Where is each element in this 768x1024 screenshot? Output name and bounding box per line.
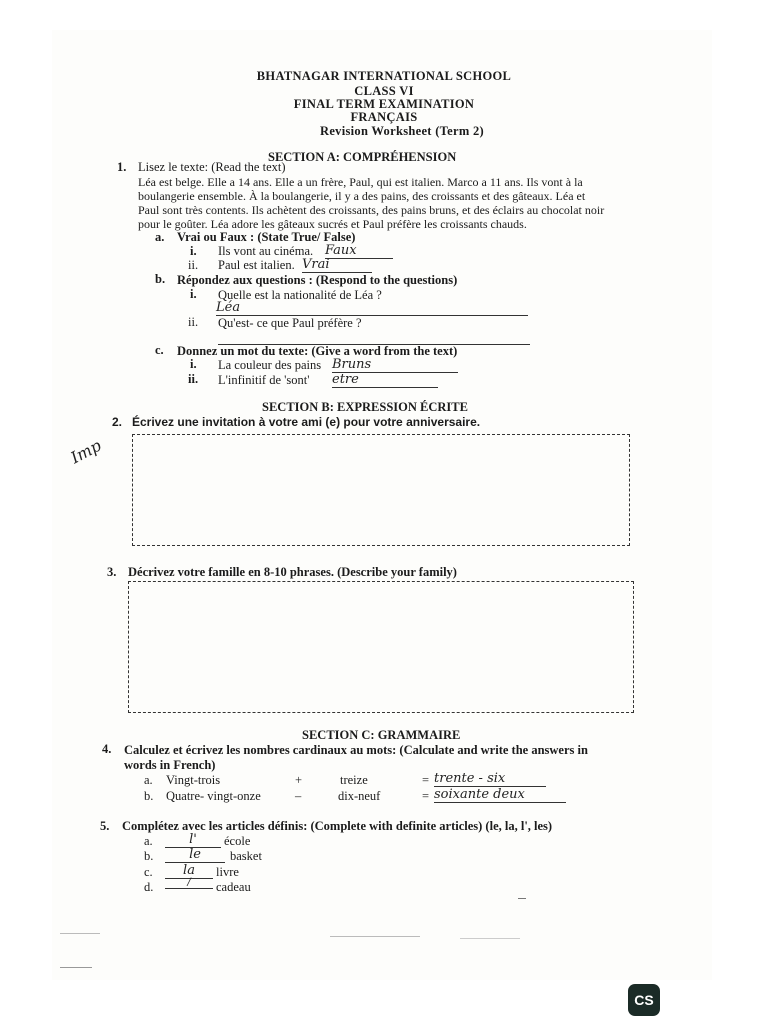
handwritten-answer: / — [165, 877, 213, 889]
row-label: a. — [144, 773, 153, 787]
item-text: Quelle est la nationalité de Léa ? — [218, 288, 382, 302]
handwritten-answer: Léa — [216, 300, 528, 316]
handwritten-answer: la — [165, 863, 213, 879]
section-c-title: SECTION C: GRAMMAIRE — [302, 728, 461, 742]
scan-mark — [60, 933, 100, 934]
item-number: i. — [190, 357, 197, 371]
q1-prompt: Lisez le texte: (Read the text) — [138, 160, 286, 174]
family-answer-box[interactable] — [128, 581, 634, 713]
q2-prompt: Écrivez une invitation à votre ami (e) pour votre anniversaire. — [132, 415, 481, 429]
c-title: Donnez un mot du texte: (Give a word from the text) — [177, 344, 458, 358]
operand-left: Vingt-trois — [166, 773, 221, 787]
noun: basket — [230, 849, 262, 863]
exam-label: FINAL TERM EXAMINATION — [293, 97, 475, 111]
handwritten-answer: Vrai — [302, 257, 372, 273]
b-label: b. — [155, 272, 166, 286]
class-label: CLASS VI — [354, 84, 414, 98]
noun: cadeau — [216, 880, 251, 894]
equals-sign: = — [422, 789, 430, 803]
noun: école — [224, 834, 251, 848]
invitation-answer-box[interactable] — [132, 434, 630, 546]
operand-right: dix-neuf — [338, 789, 381, 803]
q4-number: 4. — [102, 742, 112, 756]
q1-number: 1. — [117, 160, 127, 174]
school-name: BHATNAGAR INTERNATIONAL SCHOOL — [256, 69, 512, 83]
handwritten-answer: Bruns — [332, 357, 458, 373]
item-text: Ils vont au cinéma. — [218, 244, 314, 258]
subject-label: FRANÇAIS — [350, 110, 418, 124]
q3-prompt: Décrivez votre famille en 8-10 phrases. (Describe your family) — [128, 565, 457, 579]
item-text: Qu'est- ce que Paul préfère ? — [218, 316, 362, 330]
operator: + — [295, 773, 303, 787]
passage-line: Paul sont très contents. Ils achètent des croissants, des pains bruns, et des éclairs au chocolat noir — [138, 203, 605, 217]
q5-number: 5. — [100, 819, 110, 833]
q4-prompt: words in French) — [124, 758, 216, 772]
q2-number: 2. — [112, 415, 123, 429]
operator: – — [295, 789, 302, 803]
section-b-title: SECTION B: EXPRESSION ÉCRITE — [262, 400, 468, 414]
passage-line: boulangerie ensemble. À la boulangerie, il y a des pains, des croissants et des gâteaux. Léa et — [138, 189, 586, 203]
passage-line: Léa est belge. Elle a 14 ans. Elle a un frère, Paul, qui est italien. Marco a 11 ans. Ils vont à la — [138, 175, 583, 189]
scan-mark — [518, 898, 526, 899]
item-number: i. — [190, 287, 197, 301]
section-a-title: SECTION A: COMPRÉHENSION — [268, 150, 457, 164]
scan-mark — [60, 967, 92, 968]
b-title: Répondez aux questions : (Respond to the questions) — [177, 273, 458, 287]
worksheet-label: Revision Worksheet (Term 2) — [320, 124, 484, 138]
q3-number: 3. — [107, 565, 117, 579]
row-label: d. — [144, 880, 154, 894]
operand-left: Quatre- vingt-onze — [166, 789, 261, 803]
passage-line: pour le goûter. Léa adore les gâteaux sucrés et Paul préfère les croissants chauds. — [138, 217, 527, 231]
equals-sign: = — [422, 773, 430, 787]
handwritten-answer: etre — [332, 372, 438, 388]
item-text: Paul est italien. — [218, 258, 295, 272]
scan-mark — [330, 936, 420, 937]
c-label: c. — [155, 343, 164, 357]
item-text: La couleur des pains — [218, 358, 322, 372]
item-number: ii. — [188, 372, 199, 386]
noun: livre — [216, 865, 239, 879]
a-label: a. — [155, 230, 165, 244]
handwritten-answer: trente - six — [434, 771, 546, 787]
scan-mark — [460, 938, 520, 939]
handwritten-answer: le — [165, 847, 225, 863]
margin-note: Imp — [67, 435, 105, 468]
operand-right: treize — [340, 773, 368, 787]
item-number: ii. — [188, 258, 199, 272]
a-title: Vrai ou Faux : (State True/ False) — [177, 230, 356, 244]
item-number: i. — [190, 244, 197, 258]
item-text: L'infinitif de 'sont' — [218, 373, 310, 387]
item-number: ii. — [188, 315, 199, 329]
row-label: a. — [144, 834, 153, 848]
handwritten-answer: l' — [165, 832, 221, 848]
handwritten-answer: soixante deux — [434, 787, 566, 803]
row-label: c. — [144, 865, 153, 879]
row-label: b. — [144, 849, 154, 863]
q4-prompt: Calculez et écrivez les nombres cardinaux au mots: (Calculate and write the answers in — [124, 743, 588, 757]
camscanner-logo-icon: CS — [628, 984, 660, 1016]
handwritten-answer: Faux — [325, 243, 393, 259]
q5-prompt: Complétez avec les articles définis: (Complete with definite articles) (le, la, l', les) — [122, 819, 553, 833]
row-label: b. — [144, 789, 154, 803]
